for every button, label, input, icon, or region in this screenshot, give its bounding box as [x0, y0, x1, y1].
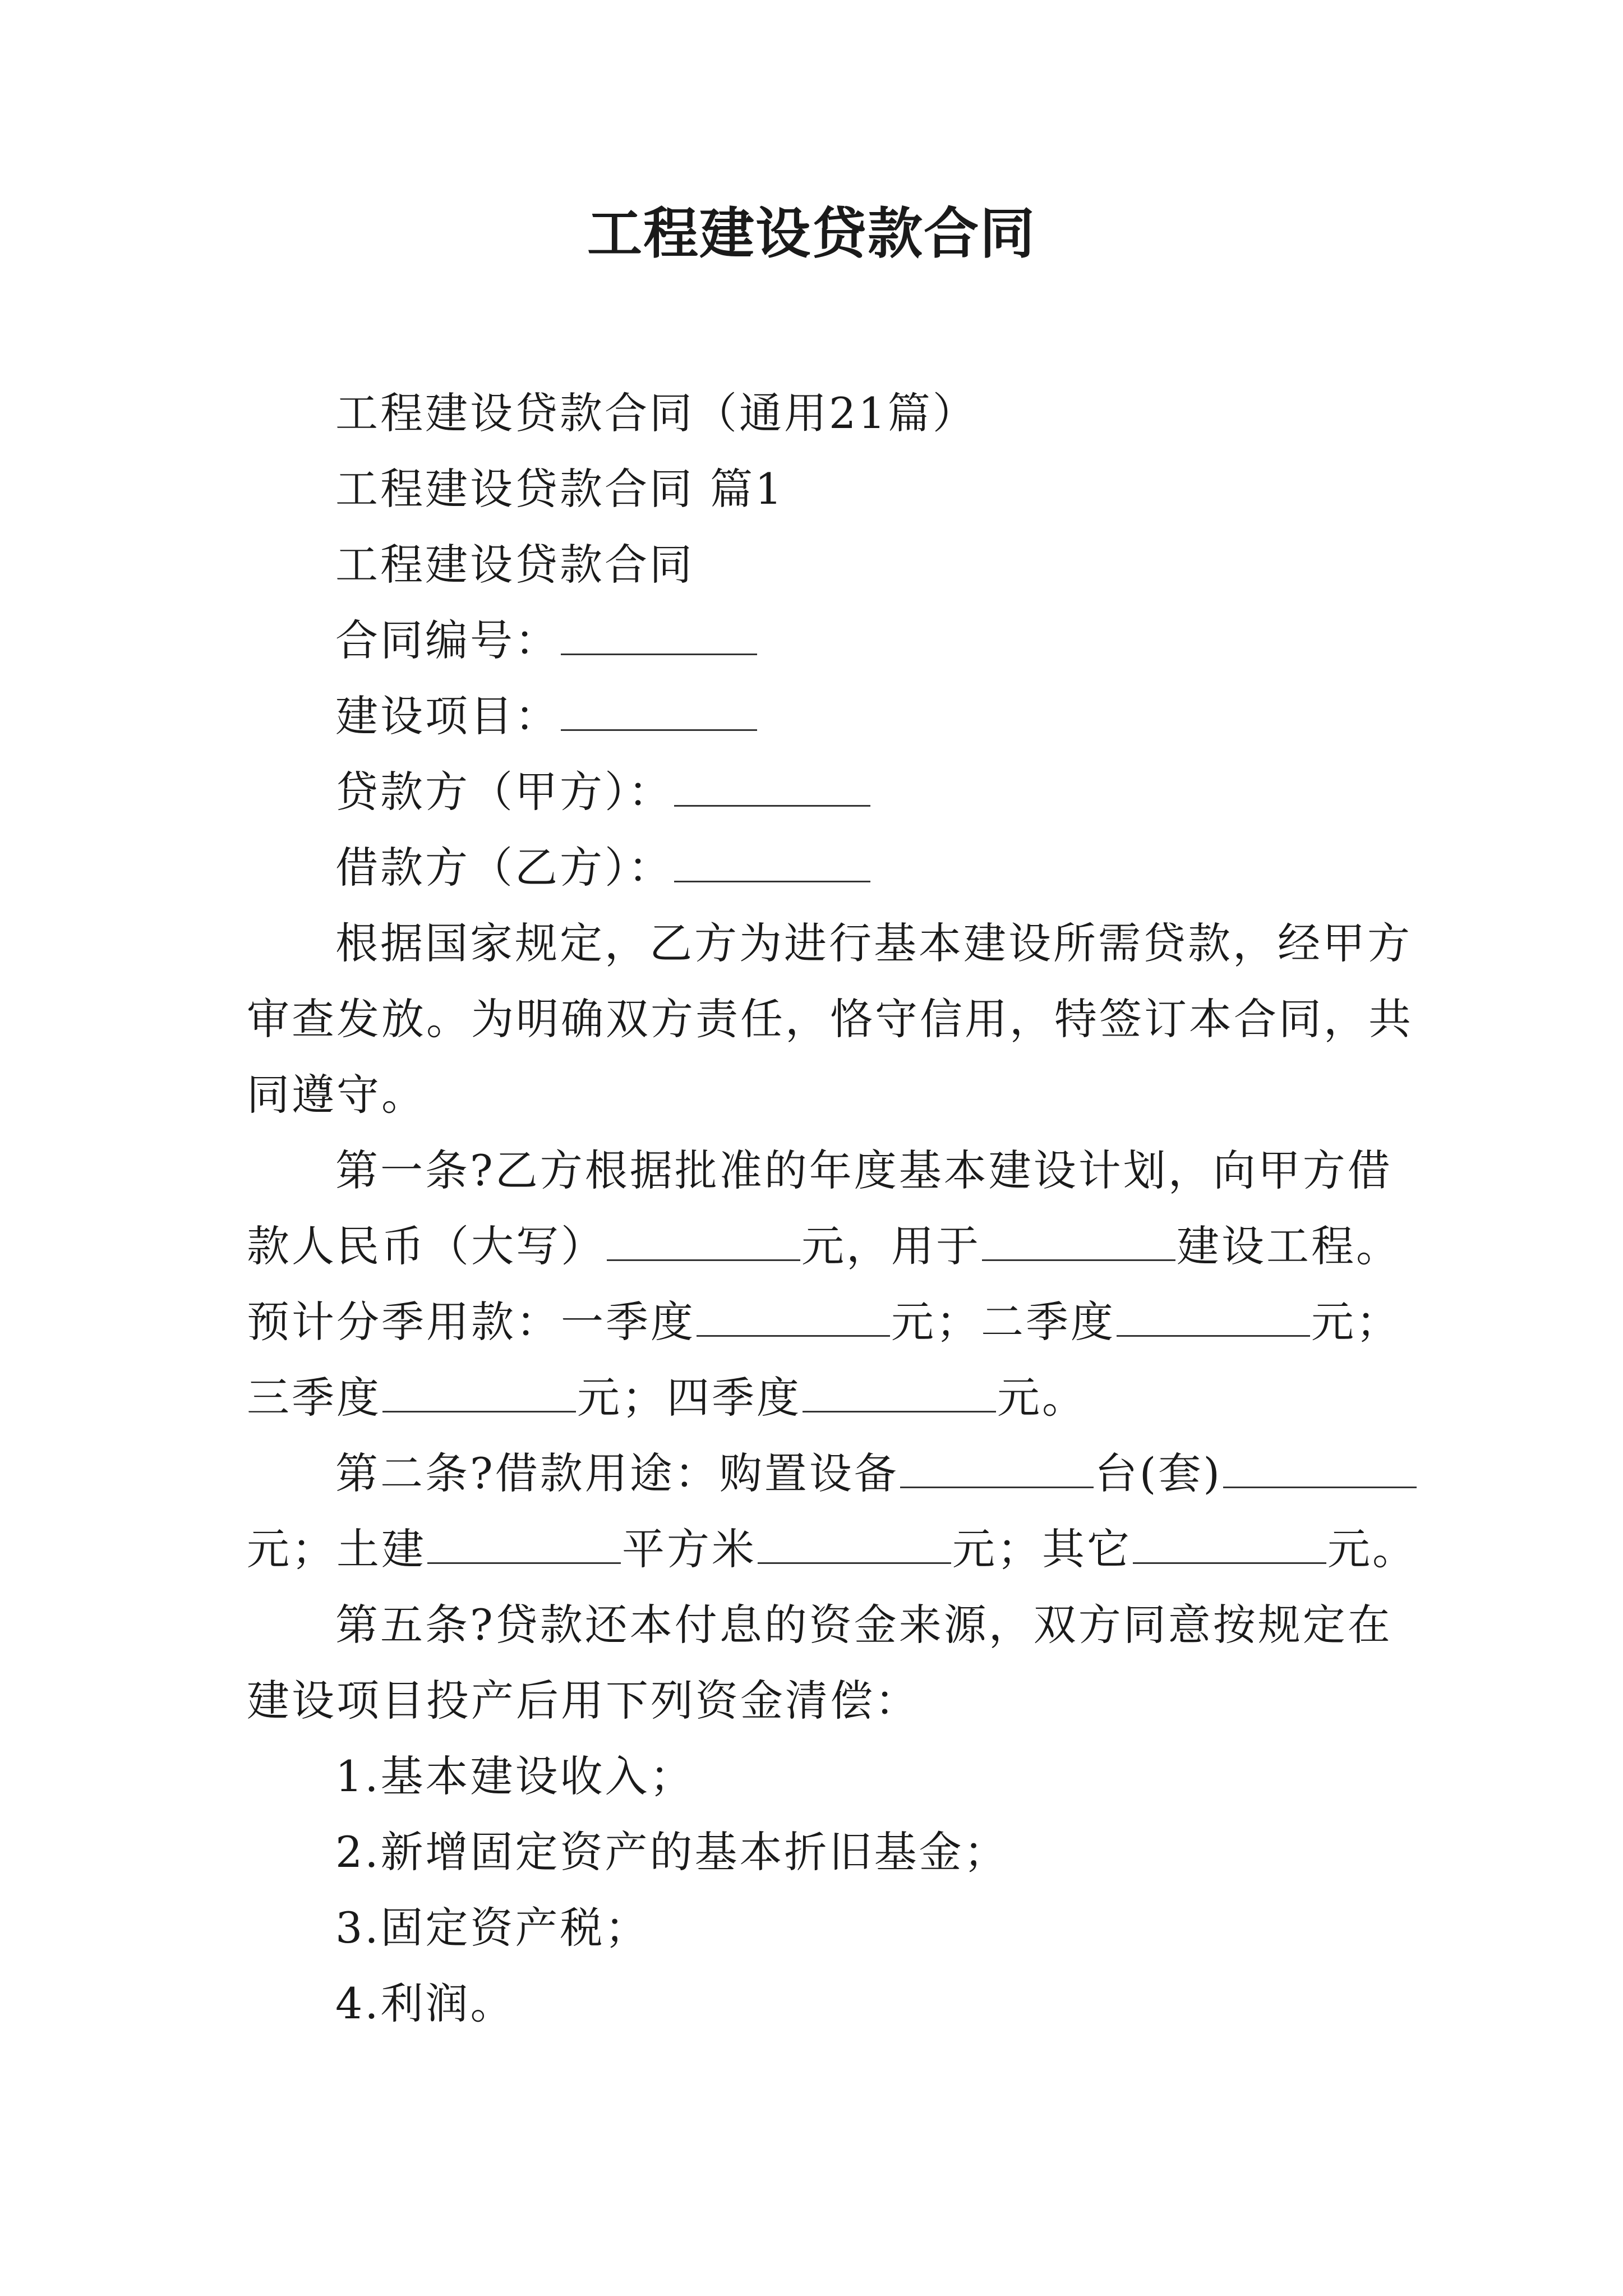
paragraph-line: 根据国家规定，乙方为进行基本建设所需贷款，经甲方 [335, 918, 1412, 968]
text-span: 三季度 [247, 1373, 381, 1423]
text-span: 元；土建 [247, 1524, 426, 1574]
q1-blank [697, 1296, 890, 1337]
section-heading: 工程建设贷款合同 篇1 [335, 464, 785, 514]
paragraph-line: 审查发放。为明确双方责任，恪守信用，特签订本合同，共 [247, 994, 1413, 1044]
contract-number-blank [561, 614, 757, 655]
article-line [247, 1521, 1417, 1577]
text-span: 元，用于 [801, 1221, 981, 1271]
article-line: 第五条?贷款还本付息的资金来源，双方同意按规定在 [335, 1600, 1393, 1650]
project-label: 建设项目： [335, 691, 560, 741]
article-line: 第一条?乙方根据批准的年度基本建设计划，向甲方借 [335, 1145, 1393, 1195]
article-line [335, 1446, 1418, 1502]
q4-blank [803, 1372, 996, 1412]
text-span: 元； [1311, 1297, 1401, 1347]
lender-label: 贷款方（甲方）： [335, 767, 673, 817]
text-span: 元。 [997, 1373, 1087, 1423]
project-blank [561, 690, 757, 731]
borrower-label: 借款方（乙方）： [335, 843, 673, 892]
purpose-blank [982, 1220, 1175, 1261]
document-title: 工程建设贷款合同 [587, 201, 1036, 266]
equipment-amount-blank [1223, 1447, 1417, 1488]
text-span: 元；其它 [952, 1524, 1132, 1574]
civil-amount-blank [758, 1523, 951, 1564]
list-item: 2.新增固定资产的基本折旧基金； [335, 1827, 1009, 1877]
q2-blank [1117, 1296, 1310, 1337]
lender-blank [674, 766, 870, 807]
text-span: 台(套) [1094, 1448, 1223, 1498]
project-row [335, 688, 758, 744]
list-item: 3.固定资产税； [335, 1903, 650, 1953]
article-line [247, 1294, 1401, 1350]
text-span: 建设工程。 [1177, 1221, 1401, 1271]
text-span: 预计分季用款：一季度 [247, 1297, 695, 1347]
list-item: 1.基本建设收入； [335, 1751, 695, 1801]
text-span: 平方米 [622, 1524, 757, 1574]
text-span: 元。 [1327, 1524, 1417, 1574]
article-line: 建设项目投产后用下列资金清偿： [247, 1676, 920, 1726]
article-line [247, 1218, 1401, 1274]
borrower-row [335, 840, 872, 896]
paragraph-line: 同遵守。 [247, 1070, 426, 1120]
subtitle-line: 工程建设贷款合同（通用21篇） [335, 388, 978, 438]
contract-number-label: 合同编号： [335, 615, 560, 665]
text-span: 元；二季度 [891, 1297, 1115, 1347]
lender-row [335, 764, 872, 820]
amount-blank [607, 1220, 800, 1261]
borrower-blank [674, 841, 870, 882]
other-blank [1133, 1523, 1326, 1564]
q3-blank [382, 1372, 576, 1412]
contract-number-row [335, 613, 758, 669]
civil-blank [427, 1523, 621, 1564]
article-line [247, 1370, 1087, 1426]
text-span: 款人民币（大写） [247, 1221, 606, 1271]
text-span: 第二条?借款用途：购置设备 [335, 1448, 899, 1498]
text-span: 元；四季度 [577, 1373, 801, 1423]
contract-heading: 工程建设贷款合同 [335, 540, 694, 590]
list-item: 4.利润。 [335, 1978, 515, 2028]
equipment-blank [900, 1447, 1094, 1488]
